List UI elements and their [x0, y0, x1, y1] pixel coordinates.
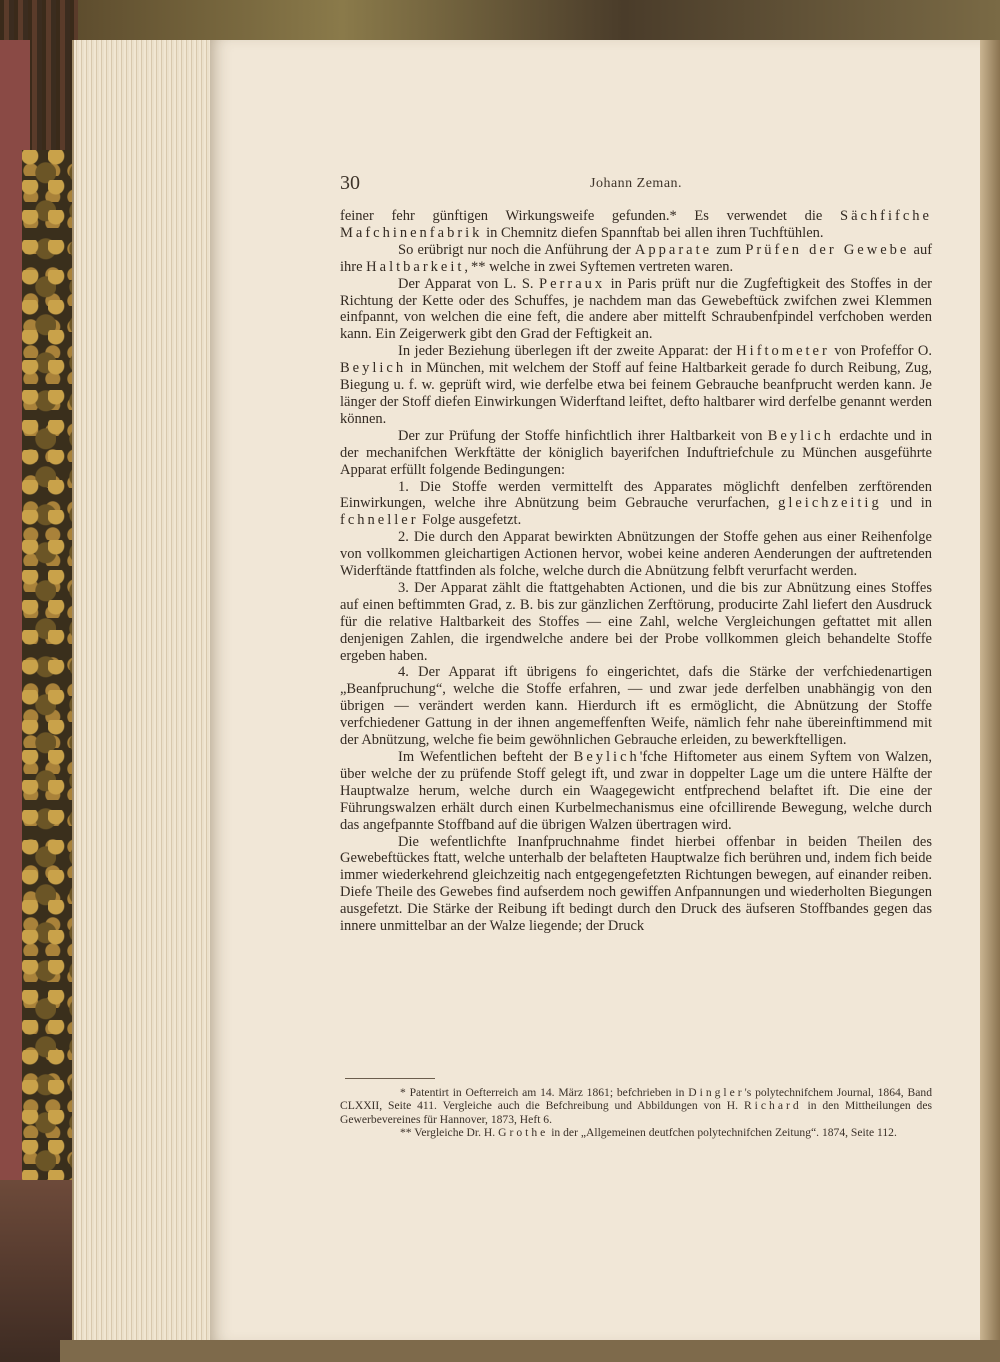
text-run: in München, mit welchem der Stoff auf feine Haltbarkeit gerade fo durch Reibung, Zug, Biegung u. f. w. geprüft wird, wie derfelbe etwa bei feinem Gebrauche beanfprucht werden kann. Je länger der Stoff diefen Einwirkungen Widerftand leiftet, defto haltbarer wird derfelbe genannt werden können. [340, 360, 932, 427]
footnote [340, 1126, 932, 1139]
spaced-emphasis: Haltbarkeit, [366, 258, 472, 275]
paragraph [340, 664, 932, 749]
paragraph [340, 242, 932, 276]
spaced-emphasis: Beylich [573, 749, 640, 765]
paragraph [340, 343, 932, 428]
text-run: erdachte und in der mechanifchen Werkftätte der königlich bayerifchen Induftriefchule zu München ausgeführte Apparat erfüllt folgende Bedingungen: [340, 427, 932, 478]
text-run: 3. Der Apparat zählt die ftattgehabten Actionen, und die bis zur Abnützung eines Stoffes auf einen beftimmten Grad, z. B. bis zur gänzlichen Zerftörung, producirte Zahl liefert den Ausdruck für die relative Haltbarkeit des Stoffes — eine Zahl, welche Vergleichungen geftattet mit allen denjenigen Zahlen, die irgendwelche andere bei der Probe vollkommen gleich behandelte Stoffe ergeben haben. [340, 579, 932, 664]
paragraph [340, 276, 932, 344]
text-run: von Profeffor O. [829, 343, 932, 360]
spaced-emphasis: Hiftometer [736, 343, 830, 360]
text-run: in den Mittheilungen des Gewerbevereines für Hannover, 1873, Heft 6. [340, 1099, 932, 1126]
paragraph [340, 208, 932, 242]
text-run: 'fche Hiftometer aus einem Syftem von Walzen, über welche der zu prüfende Stoff gelegt ift, und zwar in doppelter Lage um die untere Hälfte der Hauptwalze herum, welche durch ein Waagegewicht entfprechend belaftet ift. Die eine der Führungswalzen erhält durch einen Kurbelmechanismus eine ofcillirende Bewegung, welche durch das angefpannte Stoffband auf die übrigen Walzen übertragen wird. [340, 749, 932, 833]
text-run: Die wefentlichfte Inanfpruchnahme findet hierbei offenbar in beiden Theilen des Gewebeftückes ftatt, welche unterhalb der belafteten Hauptwalze fich berühren und, indem fich beide immer wiederkehrend gleichzeitig nach entgegengefetzten Richtungen bewegen, auf einander reiben. Diefe Theile des Gewebes find aufserdem noch gewiffen Anfpannungen und wiederholten Biegungen ausgefetzt. Die Stärke der Reibung ift bedingt durch den Druck des äufseren Stoffbandes gegen das innere unmittelbar an der Walze liegende; der Druck [340, 833, 932, 935]
paragraph [340, 529, 932, 580]
text-run: in Chemnitz diefen Spannftab bei allen ihren Tuchftühlen. [482, 224, 824, 241]
paragraph [340, 479, 932, 530]
spaced-emphasis: gleichzeitig [778, 495, 882, 512]
text-run: In jeder Beziehung überlegen ift der zweite Apparat: der [398, 343, 737, 360]
paragraph [340, 428, 932, 479]
paragraph [340, 834, 932, 935]
text-run: 2. Die durch den Apparat bewirkten Abnützungen der Stoffe gehen aus einer Reihenfolge von vollkommen gleichartigen Actionen hervor, wobei keine anderen Aenderungen der auftretenden Widerftände ftattfinden als folche, welche durch die Abnützung felbft verurfacht werden. [340, 529, 932, 580]
spaced-emphasis: Perraux [539, 275, 606, 292]
book-top-edge [60, 0, 1000, 44]
body-text [340, 208, 932, 935]
text-run: So erübrigt nur noch die Anführung der [398, 241, 635, 258]
book-bottom-edge [60, 1340, 1000, 1362]
text-run: zum [712, 241, 746, 258]
paragraph [340, 749, 932, 834]
spaced-emphasis: Sächfifche Mafchinenfabrik [340, 208, 932, 241]
footnote-rule [345, 1078, 435, 1079]
marbled-endpaper [22, 150, 72, 1220]
text-run: 1. Die Stoffe werden vermittelft des Apparates möglichft denfelben zerftörenden Einwirkungen, welche ihre Abnützung beim Gebrauche verurfachen, [340, 478, 932, 512]
text-run: und in [881, 495, 933, 512]
footnotes [340, 1086, 932, 1140]
footnote [340, 1086, 932, 1126]
text-run: Der Apparat von L. S. [398, 275, 540, 292]
book-cover-corner [0, 1180, 80, 1362]
page-right-edge [980, 40, 1000, 1342]
text-run: ** welche in zwei Syftemen vertreten waren. [471, 258, 734, 275]
spaced-emphasis: Apparate [634, 241, 713, 258]
text-run: 4. Der Apparat ift übrigens fo eingerichtet, dafs die Stärke der verfchiedenartigen „Beanfpruchung“, welche die Stoffe erfahren, — und zwar jede derfelben unabhängig von den übrigen — verändert werden kann. Hierdurch ift es ermöglicht, die Abnützung der Stoffe verfchiedener Gattung in der ihnen angemeffenften Weife, nämlich fehr nahe übereinftimmend mit der Abnützung, welche fie beim gewöhnlichen Gebrauche erleiden, zu bewerkftelligen. [340, 664, 932, 749]
spaced-emphasis: Richard [743, 1099, 802, 1113]
page-header [340, 172, 940, 196]
text-run: in der „Allgemeinen deutfchen polytechnifchen Zeitung“. 1874, Seite 112. [548, 1126, 897, 1140]
text-run: 's polytechnifchem Journal, 1864, Band CLXXII, Seite 411. Vergleiche auch die Befchreibung und Abbildungen von H. [340, 1086, 932, 1113]
spaced-emphasis: Prüfen der Gewebe [745, 241, 910, 258]
text-run: in Paris prüft nur die Zugfeftigkeit des Stoffes in der Richtung der Kette oder des Schuffes, je nachdem man das Gewebeftück zwifchen zwei Klemmen einfpannt, von welchen die eine feft, die andere aber mittelft Schraubenfpindel verfchoben werden kann. Ein Zeigerwerk gibt den Grad der Feftigkeit an. [340, 275, 932, 343]
spaced-emphasis: Grothe [498, 1126, 549, 1140]
text-run: Im Wefentlichen befteht der [398, 749, 574, 765]
text-run: feiner fehr günftigen Wirkungsweife gefunden.* Es verwendet die [340, 208, 840, 224]
text-run: Folge ausgefetzt. [418, 512, 522, 529]
text-run: ** Vergleiche Dr. H. [400, 1126, 499, 1140]
page-stack-edge [72, 40, 214, 1342]
text-run: auf ihre [340, 241, 933, 275]
spaced-emphasis: Dingler [688, 1086, 745, 1099]
page-number: 30 [340, 172, 360, 194]
spaced-emphasis: Beylich [340, 360, 407, 377]
spaced-emphasis: Beylich [767, 427, 834, 444]
text-run: * Patentirt in Oefterreich am 14. März 1861; befchrieben in [400, 1086, 689, 1099]
text-run: Der zur Prüfung der Stoffe hinfichtlich ihrer Haltbarkeit von [398, 427, 768, 444]
running-head: Johann Zeman. [590, 176, 683, 191]
paragraph [340, 580, 932, 665]
spaced-emphasis: fchneller [340, 512, 419, 529]
